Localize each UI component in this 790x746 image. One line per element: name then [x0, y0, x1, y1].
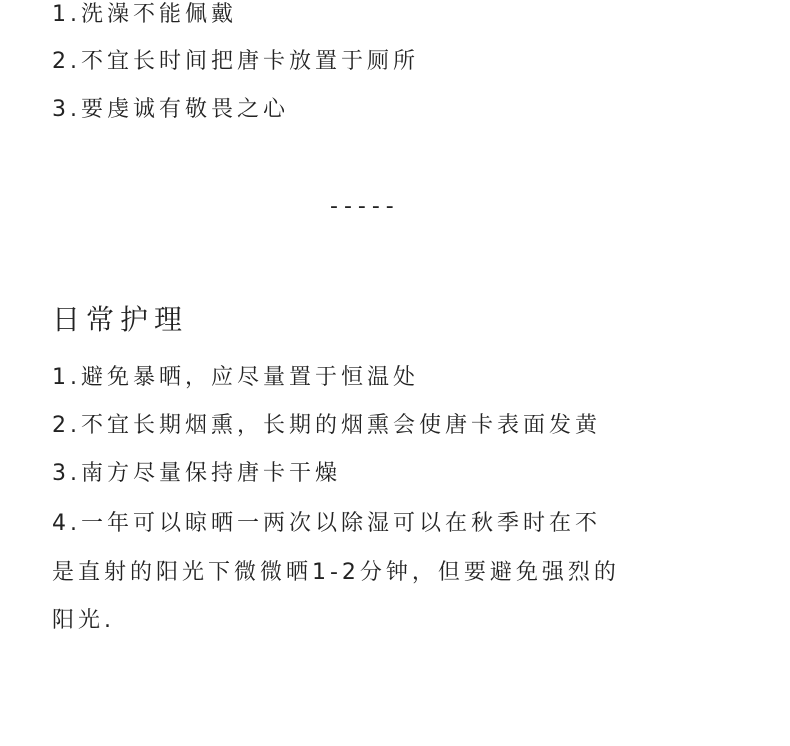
top-list-item-2: 2.不宜长时间把唐卡放置于厕所 [52, 49, 419, 74]
care-line-4: 4.一年可以晾晒一两次以除湿可以在秋季时在不 [52, 511, 601, 536]
care-line-6: 阳光. [52, 608, 115, 633]
section-divider: ----- [330, 194, 400, 219]
care-line-5: 是直射的阳光下微微晒1-2分钟，但要避免强烈的 [52, 560, 620, 585]
top-list-item-3: 3.要虔诚有敬畏之心 [52, 97, 289, 122]
care-heading: 日常护理 [52, 303, 189, 336]
care-line-3: 3.南方尽量保持唐卡干燥 [52, 461, 341, 486]
top-list-item-1: 1.洗澡不能佩戴 [52, 2, 237, 27]
care-line-1: 1.避免暴晒，应尽量置于恒温处 [52, 365, 419, 390]
care-line-2: 2.不宜长期烟熏，长期的烟熏会使唐卡表面发黄 [52, 413, 601, 438]
